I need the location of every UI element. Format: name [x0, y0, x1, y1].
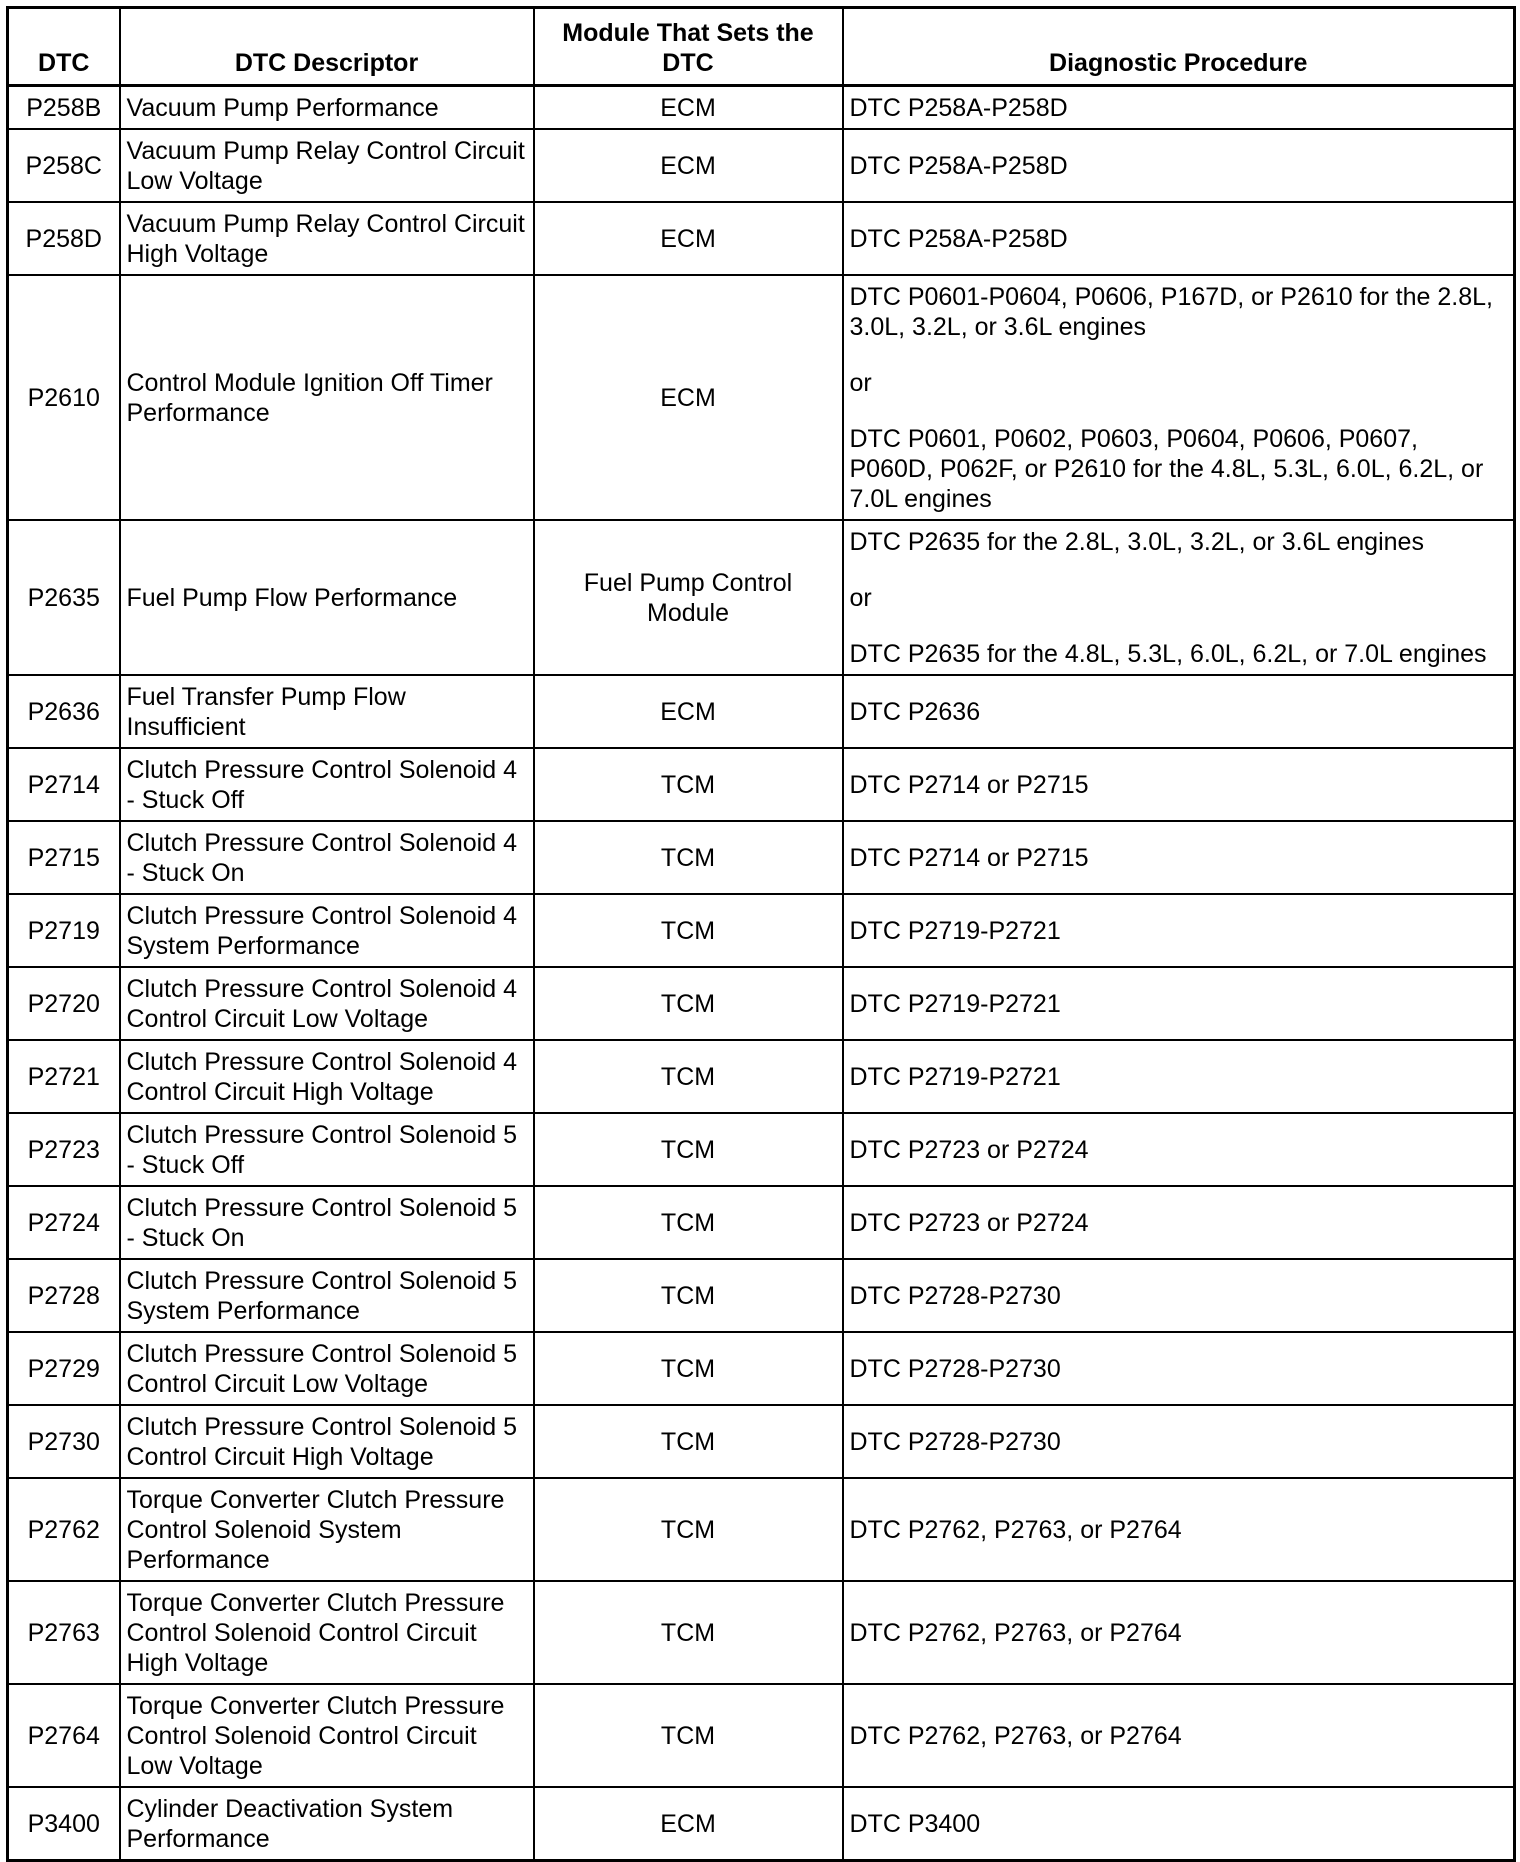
- procedure-text: DTC P2762, P2763, or P2764: [849, 1619, 1182, 1647]
- procedure-text: DTC P2762, P2763, or P2764: [849, 1516, 1182, 1544]
- module-cell: TCM: [534, 1186, 843, 1259]
- module-cell: TCM: [534, 1332, 843, 1405]
- diagnostic-procedure-cell: [843, 1478, 1515, 1581]
- dtc-code-cell: P2724: [8, 1186, 120, 1259]
- table-row: [8, 821, 1515, 894]
- dtc-descriptor-cell: Fuel Transfer Pump Flow Insufficient: [120, 675, 534, 748]
- dtc-code-cell: P2723: [8, 1113, 120, 1186]
- table-row: [8, 675, 1515, 748]
- dtc-code-cell: P2763: [8, 1581, 120, 1684]
- module-cell: TCM: [534, 1478, 843, 1581]
- header-dtc: DTC: [8, 8, 120, 86]
- table-row: [8, 275, 1515, 520]
- table-row: [8, 1259, 1515, 1332]
- diagnostic-procedure-cell: [843, 1332, 1515, 1405]
- procedure-text: DTC P2635 for the 4.8L, 5.3L, 6.0L, 6.2L, or 7.0L engines: [849, 640, 1487, 668]
- diagnostic-procedure-cell: [843, 748, 1515, 821]
- dtc-code-cell: P2730: [8, 1405, 120, 1478]
- module-cell: Fuel Pump Control Module: [534, 520, 843, 675]
- dtc-code-cell: P258D: [8, 202, 120, 275]
- dtc-code-cell: P2635: [8, 520, 120, 675]
- diagnostic-procedure-cell: [843, 894, 1515, 967]
- dtc-code-cell: P2714: [8, 748, 120, 821]
- procedure-text: DTC P258A-P258D: [849, 225, 1068, 253]
- module-cell: TCM: [534, 748, 843, 821]
- table-body: [8, 86, 1515, 1861]
- dtc-descriptor-cell: Clutch Pressure Control Solenoid 4 Control Circuit High Voltage: [120, 1040, 534, 1113]
- dtc-table-container: [6, 6, 1513, 1862]
- table-row: [8, 894, 1515, 967]
- header-descriptor: DTC Descriptor: [120, 8, 534, 86]
- module-cell: ECM: [534, 1787, 843, 1861]
- procedure-text: DTC P258A-P258D: [849, 152, 1068, 180]
- procedure-text: DTC P2719-P2721: [849, 917, 1061, 945]
- procedure-text: DTC P2723 or P2724: [849, 1136, 1089, 1164]
- dtc-code-cell: P2764: [8, 1684, 120, 1787]
- table-row: [8, 1040, 1515, 1113]
- procedure-text: DTC P3400: [849, 1810, 981, 1838]
- table-row: [8, 1787, 1515, 1861]
- header-module: Module That Sets the DTC: [534, 8, 843, 86]
- dtc-code-cell: P2728: [8, 1259, 120, 1332]
- module-cell: TCM: [534, 821, 843, 894]
- table-row: [8, 1113, 1515, 1186]
- dtc-code-cell: P2610: [8, 275, 120, 520]
- paragraph-gap: [850, 557, 1508, 583]
- procedure-text: DTC P0601-P0604, P0606, P167D, or P2610 for the 2.8L, 3.0L, 3.2L, or 3.6L engines: [849, 283, 1493, 341]
- module-cell: TCM: [534, 1405, 843, 1478]
- diagnostic-procedure-cell: [843, 1113, 1515, 1186]
- module-cell: TCM: [534, 1581, 843, 1684]
- table-row: [8, 202, 1515, 275]
- table-row: [8, 1684, 1515, 1787]
- module-cell: TCM: [534, 894, 843, 967]
- dtc-descriptor-cell: Vacuum Pump Relay Control Circuit Low Voltage: [120, 129, 534, 202]
- table-row: [8, 1478, 1515, 1581]
- dtc-descriptor-cell: Clutch Pressure Control Solenoid 5 System Performance: [120, 1259, 534, 1332]
- table-row: [8, 1581, 1515, 1684]
- diagnostic-procedure-cell: [843, 675, 1515, 748]
- module-cell: ECM: [534, 129, 843, 202]
- module-cell: TCM: [534, 967, 843, 1040]
- diagnostic-procedure-cell: [843, 1684, 1515, 1787]
- procedure-text: DTC P0601, P0602, P0603, P0604, P0606, P0607, P060D, P062F, or P2610 for the 4.8L, 5.3L, 6.0L, 6.2L, or 7.0L engines: [849, 425, 1484, 513]
- paragraph-gap: [850, 342, 1508, 368]
- procedure-text: DTC P2728-P2730: [849, 1355, 1061, 1383]
- module-cell: TCM: [534, 1684, 843, 1787]
- dtc-code-cell: P2762: [8, 1478, 120, 1581]
- table-row: [8, 967, 1515, 1040]
- diagnostic-procedure-cell: [843, 1186, 1515, 1259]
- dtc-descriptor-cell: Torque Converter Clutch Pressure Control Solenoid Control Circuit Low Voltage: [120, 1684, 534, 1787]
- dtc-descriptor-cell: Fuel Pump Flow Performance: [120, 520, 534, 675]
- diagnostic-procedure-cell: [843, 1787, 1515, 1861]
- dtc-descriptor-cell: Vacuum Pump Performance: [120, 86, 534, 130]
- dtc-descriptor-cell: Clutch Pressure Control Solenoid 4 Control Circuit Low Voltage: [120, 967, 534, 1040]
- dtc-code-cell: P2721: [8, 1040, 120, 1113]
- procedure-text: DTC P2728-P2730: [849, 1282, 1061, 1310]
- dtc-code-cell: P3400: [8, 1787, 120, 1861]
- dtc-descriptor-cell: Clutch Pressure Control Solenoid 5 Control Circuit High Voltage: [120, 1405, 534, 1478]
- dtc-code-cell: P2720: [8, 967, 120, 1040]
- dtc-descriptor-cell: Vacuum Pump Relay Control Circuit High Voltage: [120, 202, 534, 275]
- diagnostic-procedure-cell: [843, 275, 1515, 520]
- module-cell: TCM: [534, 1113, 843, 1186]
- dtc-descriptor-cell: Control Module Ignition Off Timer Performance: [120, 275, 534, 520]
- table-row: [8, 1405, 1515, 1478]
- diagnostic-procedure-cell: [843, 129, 1515, 202]
- diagnostic-procedure-cell: [843, 202, 1515, 275]
- table-row: [8, 86, 1515, 130]
- diagnostic-procedure-cell: [843, 1581, 1515, 1684]
- procedure-text: or: [849, 584, 872, 612]
- diagnostic-procedure-cell: [843, 1259, 1515, 1332]
- procedure-text: DTC P2719-P2721: [849, 990, 1061, 1018]
- module-cell: ECM: [534, 86, 843, 130]
- procedure-text: DTC P2723 or P2724: [849, 1209, 1089, 1237]
- table-row: [8, 1186, 1515, 1259]
- dtc-code-cell: P2715: [8, 821, 120, 894]
- dtc-descriptor-cell: Clutch Pressure Control Solenoid 5 - Stuck On: [120, 1186, 534, 1259]
- procedure-text: DTC P2714 or P2715: [849, 771, 1089, 799]
- module-cell: TCM: [534, 1040, 843, 1113]
- module-cell: ECM: [534, 275, 843, 520]
- module-cell: ECM: [534, 675, 843, 748]
- header-row: [8, 8, 1515, 86]
- diagnostic-procedure-cell: [843, 1405, 1515, 1478]
- procedure-text: DTC P2714 or P2715: [849, 844, 1089, 872]
- dtc-descriptor-cell: Cylinder Deactivation System Performance: [120, 1787, 534, 1861]
- dtc-descriptor-cell: Clutch Pressure Control Solenoid 5 Control Circuit Low Voltage: [120, 1332, 534, 1405]
- dtc-table: [6, 6, 1516, 1862]
- procedure-text: DTC P258A-P258D: [849, 94, 1068, 122]
- procedure-text: DTC P2728-P2730: [849, 1428, 1061, 1456]
- paragraph-gap: [850, 398, 1508, 424]
- procedure-text: DTC P2762, P2763, or P2764: [849, 1722, 1182, 1750]
- procedure-text: or: [849, 369, 872, 397]
- paragraph-gap: [850, 613, 1508, 639]
- procedure-text: DTC P2719-P2721: [849, 1063, 1061, 1091]
- table-row: [8, 1332, 1515, 1405]
- module-cell: TCM: [534, 1259, 843, 1332]
- dtc-code-cell: P2729: [8, 1332, 120, 1405]
- dtc-descriptor-cell: Clutch Pressure Control Solenoid 4 - Stuck On: [120, 821, 534, 894]
- dtc-descriptor-cell: Clutch Pressure Control Solenoid 4 - Stuck Off: [120, 748, 534, 821]
- dtc-descriptor-cell: Clutch Pressure Control Solenoid 5 - Stuck Off: [120, 1113, 534, 1186]
- table-header: [8, 8, 1515, 86]
- dtc-code-cell: P2719: [8, 894, 120, 967]
- dtc-descriptor-cell: Torque Converter Clutch Pressure Control Solenoid Control Circuit High Voltage: [120, 1581, 534, 1684]
- dtc-code-cell: P2636: [8, 675, 120, 748]
- diagnostic-procedure-cell: [843, 1040, 1515, 1113]
- module-cell: ECM: [534, 202, 843, 275]
- dtc-descriptor-cell: Torque Converter Clutch Pressure Control Solenoid System Performance: [120, 1478, 534, 1581]
- dtc-code-cell: P258C: [8, 129, 120, 202]
- procedure-text: DTC P2636: [849, 698, 981, 726]
- procedure-text: DTC P2635 for the 2.8L, 3.0L, 3.2L, or 3.6L engines: [849, 528, 1424, 556]
- diagnostic-procedure-cell: [843, 520, 1515, 675]
- table-row: [8, 129, 1515, 202]
- dtc-descriptor-cell: Clutch Pressure Control Solenoid 4 System Performance: [120, 894, 534, 967]
- diagnostic-procedure-cell: [843, 967, 1515, 1040]
- table-row: [8, 520, 1515, 675]
- diagnostic-procedure-cell: [843, 821, 1515, 894]
- dtc-code-cell: P258B: [8, 86, 120, 130]
- diagnostic-procedure-cell: [843, 86, 1515, 130]
- header-procedure: Diagnostic Procedure: [843, 8, 1515, 86]
- table-row: [8, 748, 1515, 821]
